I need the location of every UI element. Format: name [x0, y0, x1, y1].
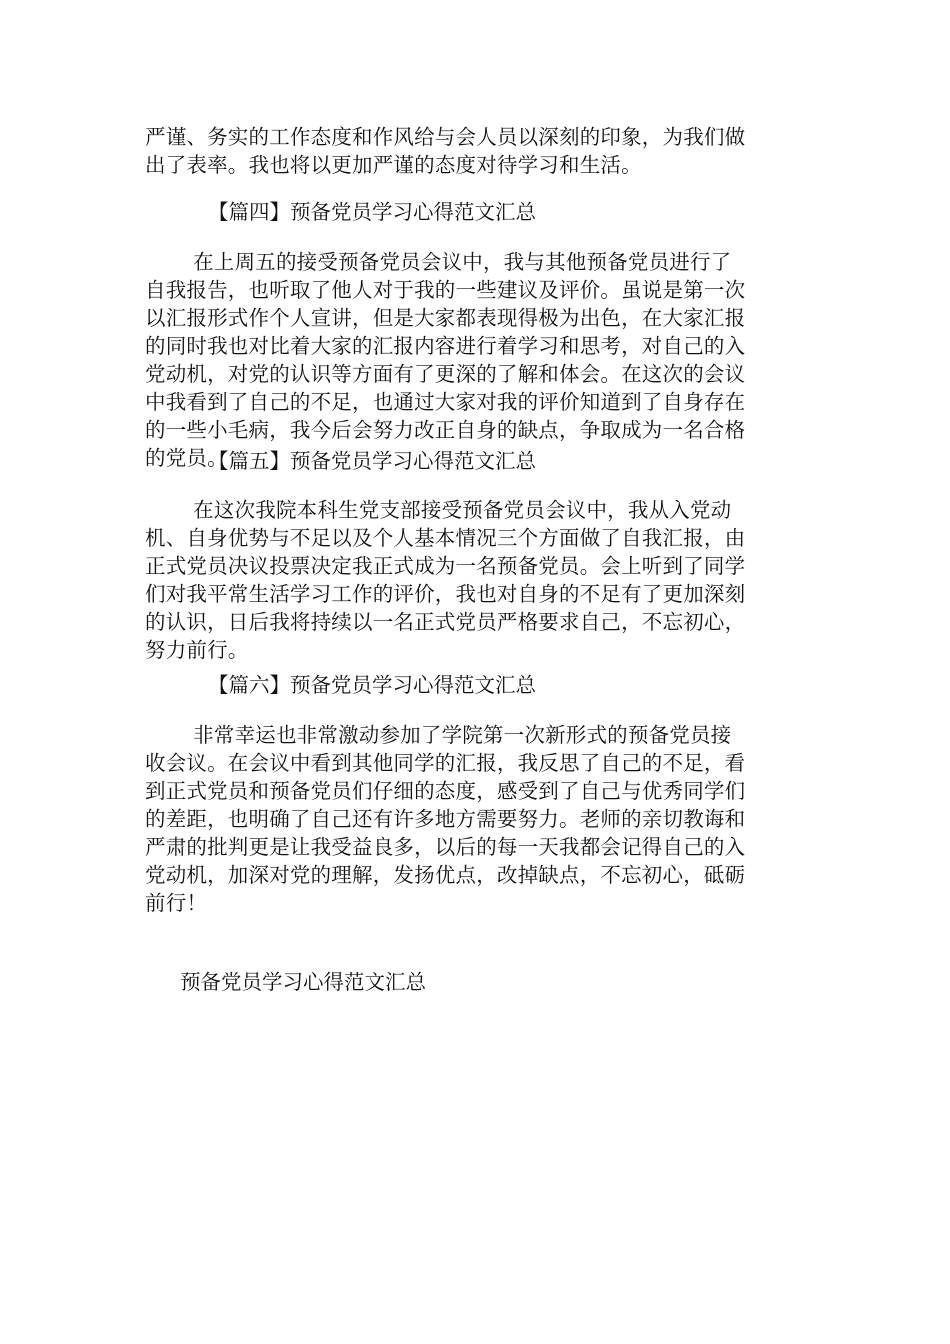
section-6-paragraph — [145, 721, 807, 917]
section-heading-6: 【篇六】预备党员学习心得范文汇总 — [208, 673, 536, 697]
intro-paragraph — [145, 123, 807, 179]
text-line: 的一些小毛病，我今后会努力改正自身的缺点，争取成为一名合格 — [145, 418, 746, 442]
footer-title: 预备党员学习心得范文汇总 — [180, 970, 426, 994]
text-line: 收会议。在会议中看到其他同学的汇报，我反思了自己的不足，看 — [145, 751, 746, 775]
text-line: 在上周五的接受预备党员会议中，我与其他预备党员进行了 — [193, 250, 732, 274]
text-line: 到正式党员和预备党员们仔细的态度，感受到了自己与优秀同学们 — [145, 779, 746, 803]
text-line: 的同时我也对比着大家的汇报内容进行着学习和思考，对自己的入 — [145, 334, 746, 358]
text-line: 出了表率。我也将以更加严谨的态度对待学习和生活。 — [145, 153, 642, 177]
section-5-paragraph — [145, 496, 807, 664]
text-line: 们对我平常生活学习工作的评价，我也对自身的不足有了更加深刻 — [145, 582, 746, 606]
section-4-paragraph — [145, 248, 807, 472]
text-line: 的认识，日后我将持续以一名正式党员严格要求自己，不忘初心， — [145, 610, 746, 634]
text-line: 自我报告，也听取了他人对于我的一些建议及评价。虽说是第一次 — [145, 278, 746, 302]
text-line: 以汇报形式作个人宣讲，但是大家都表现得极为出色，在大家汇报 — [145, 306, 746, 330]
text-line: 前行！ — [145, 891, 208, 915]
section-heading-5: 【篇五】预备党员学习心得范文汇总 — [208, 449, 536, 473]
text-line: 正式党员决议投票决定我正式成为一名预备党员。会上听到了同学 — [145, 554, 746, 578]
text-line: 非常幸运也非常激动参加了学院第一次新形式的预备党员接 — [193, 723, 732, 747]
text-line: 机、自身优势与不足以及个人基本情况三个方面做了自我汇报，由 — [145, 526, 746, 550]
text-line: 的差距，也明确了自己还有许多地方需要努力。老师的亲切教诲和 — [145, 807, 746, 831]
section-heading-4: 【篇四】预备党员学习心得范文汇总 — [208, 200, 536, 224]
text-line: 在这次我院本科生党支部接受预备党员会议中，我从入党动 — [193, 498, 732, 522]
text-line: 党动机，加深对党的理解，发扬优点，改掉缺点，不忘初心，砥砺 — [145, 863, 746, 887]
text-line: 的党员。 — [145, 446, 228, 470]
text-line: 严谨、务实的工作态度和作风给与会人员以深刻的印象，为我们做 — [145, 125, 746, 149]
text-line: 努力前行。 — [145, 638, 249, 662]
text-line: 中我看到了自己的不足，也通过大家对我的评价知道到了自身存在 — [145, 390, 746, 414]
text-line: 党动机，对党的认识等方面有了更深的了解和体会。在这次的会议 — [145, 362, 746, 386]
text-line: 严肃的批判更是让我受益良多，以后的每一天我都会记得自己的入 — [145, 835, 746, 859]
